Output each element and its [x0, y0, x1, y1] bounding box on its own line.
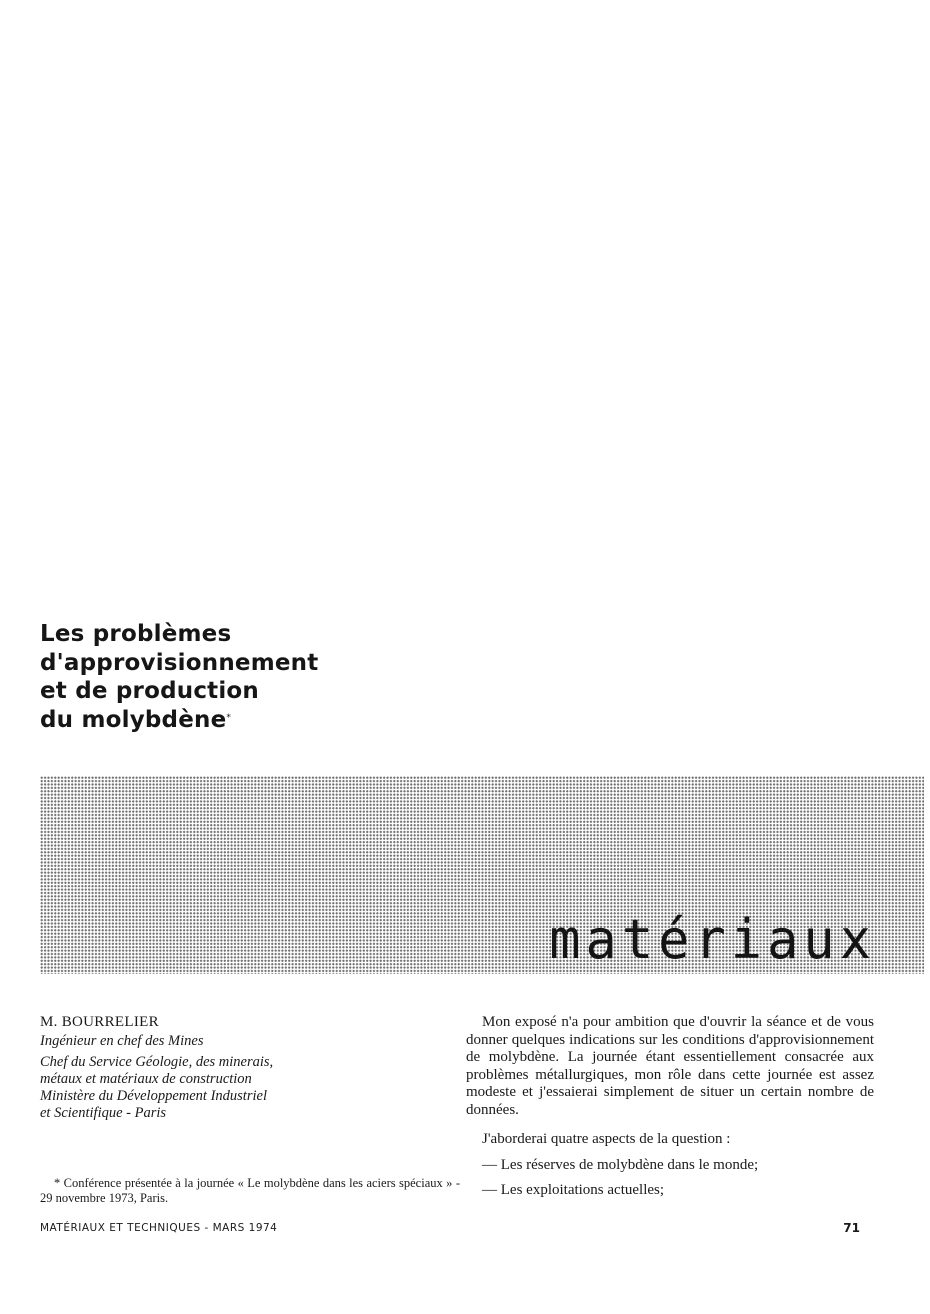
page-footer: [40, 1222, 860, 1238]
title-line: Les problèmes: [40, 621, 232, 647]
title-line: et de production: [40, 678, 260, 704]
journal-name: MATÉRIAUX ET TECHNIQUES - MARS 1974: [40, 1222, 278, 1234]
author-affiliation-line: et Scientifique - Paris: [40, 1105, 167, 1121]
author-position: Ingénieur en chef des Mines: [40, 1033, 204, 1049]
article-title: [40, 620, 440, 734]
author-name: M. BOURRELIER: [40, 1014, 159, 1030]
author-affiliation-line: Chef du Service Géologie, des minerais,: [40, 1054, 274, 1070]
section-banner-word: matériaux: [549, 908, 876, 972]
title-footnote-marker: *: [226, 712, 232, 723]
author-block: [40, 1012, 460, 1122]
article-body: [466, 1014, 874, 1200]
body-list-item: — Les réserves de molybdène dans le monde;: [482, 1156, 759, 1173]
body-paragraph: J'aborderai quatre aspects de la question :: [482, 1131, 731, 1147]
title-line-text: du molybdène: [40, 706, 227, 733]
author-affiliation-line: Ministère du Développement Industriel: [40, 1088, 267, 1104]
author-affiliation-line: métaux et matériaux de construction: [40, 1071, 252, 1087]
section-banner: [40, 776, 924, 974]
footnote-text: * Conférence présentée à la journée « Le molybdène dans les aciers spéciaux » - 29 novembre 1973, Paris.: [40, 1176, 460, 1205]
title-line: d'approvisionnement: [40, 649, 319, 676]
title-line: [40, 706, 440, 735]
body-list-item: — Les exploitations actuelles;: [482, 1182, 665, 1198]
page-number: 71: [843, 1221, 860, 1235]
body-paragraph: Mon exposé n'a pour ambition que d'ouvrir la séance et de vous donner quelques indications sur les conditions d'approvisionnement de molybdène. La journée étant essentiellement consacrée aux problèmes métallurgiques, mon rôle dans cette journée est assez modeste et j'essaierai simplement de situer un certain nombre de données.: [466, 1014, 874, 1118]
footnote: [40, 1176, 460, 1206]
